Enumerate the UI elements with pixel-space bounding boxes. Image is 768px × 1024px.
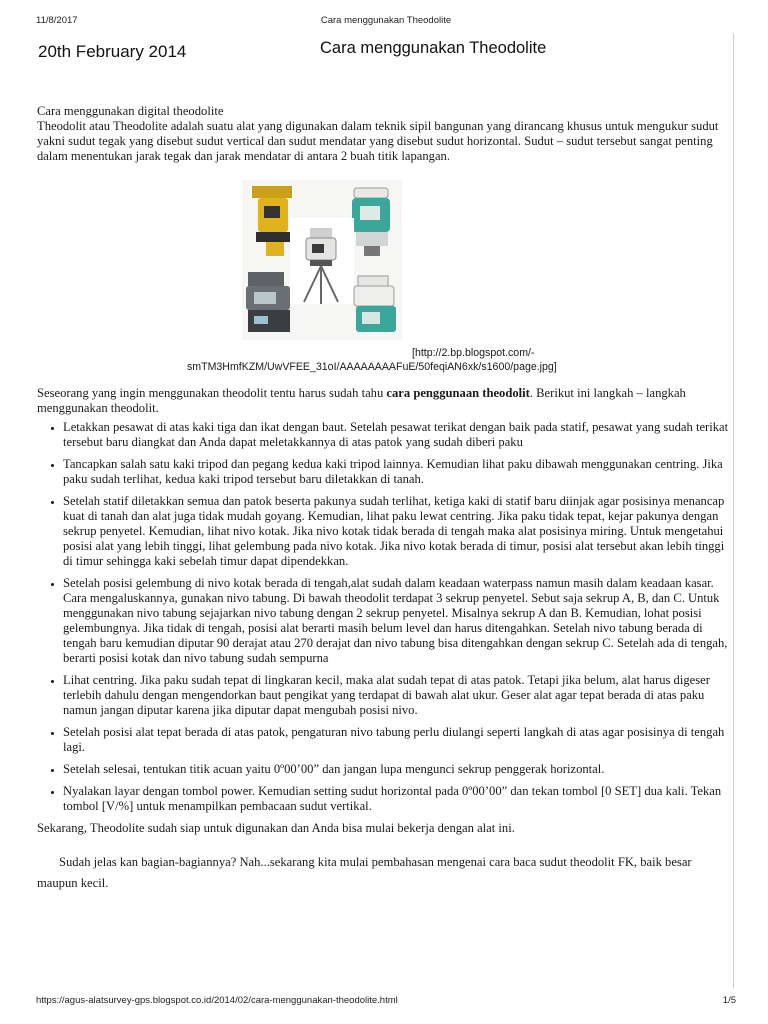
steps-intro-paragraph [37, 386, 730, 416]
post-date: 20th February 2014 [38, 42, 187, 61]
post-subheading: Cara menggunakan digital theodolite [37, 104, 224, 118]
post-body [37, 104, 730, 894]
print-title: Cara menggunakan Theodolite [320, 15, 452, 26]
page-number: 1/5 [722, 995, 736, 1006]
steps-intro-text-end: . Berikut ini langkah – langkah menggunakan theodolit. [37, 386, 686, 415]
step-item: • Nyalakan layar dengan tombol power. Kemudian setting sudut horizontal pada 0º00’00” dan tekan tombol [0 SET] dua kali. Tekan tombol [V/%] untuk menampilkan pembacaan sudut vertikal. [63, 784, 730, 814]
intro-paragraph: Theodolit atau Theodolite adalah suatu alat yang digunakan dalam teknik sipil bangunan yang dirancang khusus untuk mengukur sudut yakni sudut tegak yang disebut sudut vertical dan sudut mendatar yang disebut sudut horizontal. Sudut – sudut tersebut sangat penting dalam menentukan jarak tegak dan jarak mendatar di antara 2 buah titik lapangan. [37, 119, 719, 163]
gray-theodolite-icon [246, 272, 290, 332]
theodolite-collage-graphic [242, 180, 402, 340]
print-date: 11/8/2017 [36, 15, 78, 26]
teal-theodolite-icon [352, 188, 390, 256]
page-divider [733, 33, 734, 988]
closing-paragraph: Sekarang, Theodolite sudah siap untuk digunakan dan Anda bisa mulai bekerja dengan alat ini. [37, 821, 515, 835]
step-item: • Tancapkan salah satu kaki tripod dan pegang kedua kaki tripod lainnya. Kemudian lihat paku dibawah menggunakan centring. Jika paku sudah terlihat, kedua kaki tripod tersebut baru diletakkan di tanah. [63, 457, 730, 487]
image-caption-line-2: smTM3HmfKZM/UwVFEE_31oI/AAAAAAAAFuE/50feqiAN6xk/s1600/page.jpg] [187, 361, 557, 373]
steps-intro-text: Seseorang yang ingin menggunakan theodolit tentu harus sudah tahu [37, 386, 387, 400]
outro-paragraph: Sudah jelas kan bagian-bagiannya? Nah...sekarang kita mulai pembahasan mengenai cara baca sudut theodolit FK, baik besar maupun kecil. [37, 855, 692, 890]
step-item: • Lihat centring. Jika paku sudah tepat di lingkaran kecil, maka alat sudah tepat di atas patok. Tetapi jika belum, alat harus digeser terlebih dahulu dengan mengendorkan baut pengikat yang terdapat di bawah alat ukur. Geser alat agar tepat berada di atas paku namun jangan diputar karena jika diputar dapat mengubah posisi nivo. [63, 673, 730, 718]
bold-keyword: cara penggunaan theodolit [386, 386, 530, 400]
step-item: • Setelah statif diletakkan semua dan patok beserta pakunya sudah terlihat, ketiga kaki di statif baru diinjak agar posisinya menancap kuat di tanah dan alat juga tidak mudah goyang. Kemudian, lihat paku lewat centring. Jika paku tidak tepat, kejar pakunya dengan sekrup penyetel. Kemudian, lihat nivo kotak. Jika nivo kotak tidak berada di tengah maka alat posisinya miring. Untuk mengetahui posisi alat yang lebih tinggi, lihat gelembung pada nivo kotak. Jika nivo kotak berada di timur, posisi alat tersebut akan lebih tinggi di timur sehingga kaki sebelah timur dapat dipendekkan. [63, 494, 730, 569]
step-item: • Setelah selesai, tentukan titik acuan yaitu 0º00’00” dan jangan lupa mengunci sekrup penggerak horizontal. [63, 762, 730, 777]
step-item: • Setelah posisi gelembung di nivo kotak berada di tengah,alat sudah dalam keadaan waterpass namun masih dalam keadaan kasar. Cara mengaluskannya, gunakan nivo tabung. Di bawah theodolit terdapat 3 sekrup penyetel. Sebut saja sekrup A, B, dan C. Untuk menggunakan nivo tabung sejajarkan nivo tabung dengan 2 sekrup penyetel. Misalnya sekrup A dan B. Kemudian, lohat posisi gelembungnya. Jika tidak di tengah, posisi alat berarti masih belum level dan harus ditengahkan. Setelah nivo tabung berada di tengah baru kemudian diputar 90 derajat atau 270 derajat dan nivo tabung bisa ditengahkan dengan sekrup C. Setelah ada di tengah, berarti posisi kotak dan nivo tabung sudah sempurna [63, 576, 730, 666]
image-source-caption [37, 346, 730, 374]
image-caption-line-1: [http://2.bp.blogspot.com/- [412, 347, 535, 359]
theodolite-collage-image[interactable] [242, 180, 402, 340]
tripod-theodolite-icon [290, 218, 354, 304]
step-item: • Letakkan pesawat di atas kaki tiga dan ikat dengan baut. Setelah pesawat terikat dengan baik pada statif, pesawat yang sudah terikat tersebut baru diangkat dan Anda dapat meletakkannya di atas patok yang sudah diberi paku [63, 420, 730, 450]
page-url[interactable]: https://agus-alatsurvey-gps.blogspot.co.id/2014/02/cara-menggunakan-theodolite.html [36, 995, 398, 1006]
step-item: • Setelah posisi alat tepat berada di atas patok, pengaturan nivo tabung perlu diulangi seperti langkah di atas agar posisinya di tengah lagi. [63, 725, 730, 755]
steps-list [37, 420, 730, 814]
post-title: Cara menggunakan Theodolite [320, 39, 547, 57]
